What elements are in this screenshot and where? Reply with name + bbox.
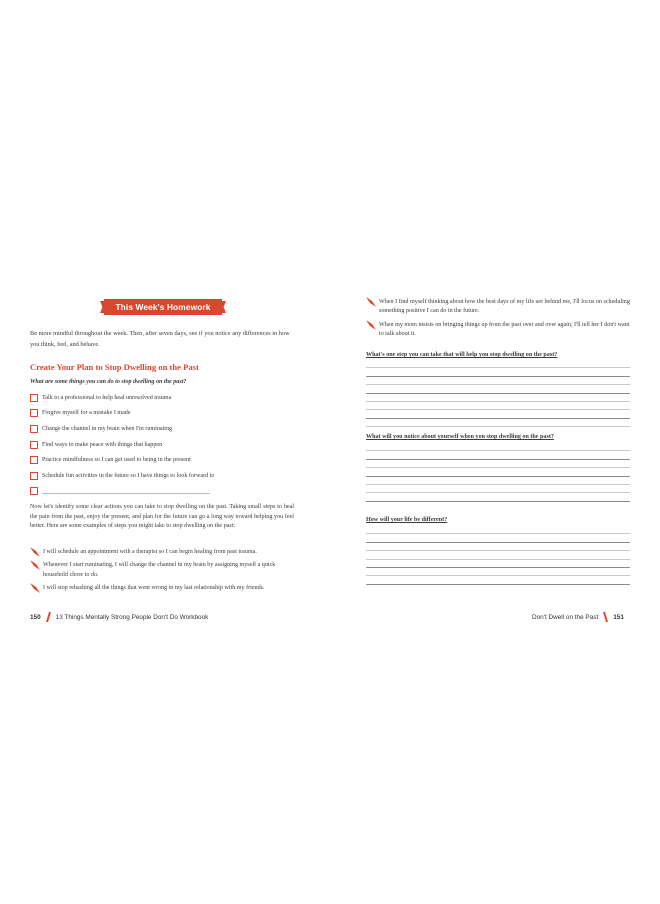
chevron-bullet-icon xyxy=(30,560,40,570)
homework-banner xyxy=(100,299,226,315)
example-item xyxy=(366,298,632,317)
left-page xyxy=(30,296,296,626)
checkbox-icon[interactable] xyxy=(30,441,38,449)
checklist-label: Talk to a professional to help heal unresolved trauma xyxy=(42,394,172,401)
example-item xyxy=(30,548,296,557)
question-3: How will your life be different? xyxy=(366,517,448,523)
answer-lines-3[interactable] xyxy=(366,526,630,585)
example-text: Whenever I start ruminating, I will change the channel in my brain by assigning myself a quick household chore to do. xyxy=(43,562,276,578)
checklist xyxy=(30,390,296,499)
answer-lines-1[interactable] xyxy=(366,360,630,427)
intro-text: Be more mindful throughout the week. Then, after seven days, see if you notice any differences in how you think, feel, and behave. xyxy=(30,330,290,348)
checklist-item[interactable] xyxy=(30,452,296,468)
checkbox-icon[interactable] xyxy=(30,487,38,495)
checklist-label: Change the channel in my brain when I'm ruminating xyxy=(42,425,173,432)
banner-title: This Week's Homework xyxy=(115,302,211,312)
checklist-prompt: What are some things you can do to stop dwelling on the past? xyxy=(30,379,187,385)
checklist-label: Schedule fun activities in the future so I have things to look forward to xyxy=(42,472,215,479)
right-page xyxy=(366,296,632,626)
checkbox-icon[interactable] xyxy=(30,425,38,433)
checklist-item-blank[interactable] xyxy=(30,484,296,500)
chevron-bullet-icon xyxy=(366,320,376,330)
example-list xyxy=(366,298,632,344)
example-text: When I find myself thinking about how the best days of my life are behind me, I'll focus on scheduling something positive I can do in the future. xyxy=(379,299,630,315)
example-text: I will schedule an appointment with a therapist so I can begin healing from past trauma. xyxy=(43,549,257,555)
section-heading: Create Your Plan to Stop Dwelling on the Past xyxy=(30,362,199,372)
example-item xyxy=(30,584,296,593)
checklist-label: Forgive myself for a mistake I made xyxy=(42,410,131,417)
example-text: When my mom insists on bringing things up from the past over and over again, I'll tell her I don't want to talk about it. xyxy=(379,321,630,338)
example-item xyxy=(30,561,296,580)
question-2: What will you notice about yourself when you stop dwelling on the past? xyxy=(366,434,554,440)
checkbox-icon[interactable] xyxy=(30,456,38,464)
question-1: What's one step you can take that will help you stop dwelling on the past? xyxy=(366,352,558,358)
steps-paragraph: Now let's identify some clear actions you can take to stop dwelling on the past. Taking small steps to heal the pain from the past, enjoy the present, and plan for the future can go a long way toward helping you feel better. Here are some examples of steps you might take to stop dwelling on the past: xyxy=(30,504,294,529)
checklist-item[interactable] xyxy=(30,390,296,406)
checklist-label: Practice mindfulness so I can get used to being in the present xyxy=(42,457,191,464)
left-footer xyxy=(30,612,208,622)
checklist-item[interactable] xyxy=(30,437,296,453)
checklist-item[interactable] xyxy=(30,421,296,437)
checklist-label: Find ways to make peace with things that happen xyxy=(42,441,163,448)
checkbox-icon[interactable] xyxy=(30,394,38,402)
checkbox-icon[interactable] xyxy=(30,409,38,417)
chevron-bullet-icon xyxy=(30,547,40,557)
write-in-line[interactable] xyxy=(42,489,210,494)
checklist-item[interactable] xyxy=(30,406,296,422)
page-number: 150 xyxy=(30,613,41,621)
chapter-title: Don't Dwell on the Past xyxy=(532,613,599,621)
slash-mark-icon xyxy=(46,612,51,622)
example-item xyxy=(366,321,632,340)
chevron-bullet-icon xyxy=(30,583,40,593)
example-text: I will stop rehashing all the things that went wrong in my last relationship with my friends. xyxy=(43,585,265,592)
right-footer xyxy=(532,612,624,622)
example-list xyxy=(30,548,296,598)
answer-lines-2[interactable] xyxy=(366,443,630,502)
chevron-bullet-icon xyxy=(366,297,376,307)
checkbox-icon[interactable] xyxy=(30,472,38,480)
page-number: 151 xyxy=(613,613,624,621)
checklist-item[interactable] xyxy=(30,468,296,484)
slash-mark-icon xyxy=(603,612,608,622)
book-title: 13 Things Mentally Strong People Don't Do Workbook xyxy=(55,613,209,621)
